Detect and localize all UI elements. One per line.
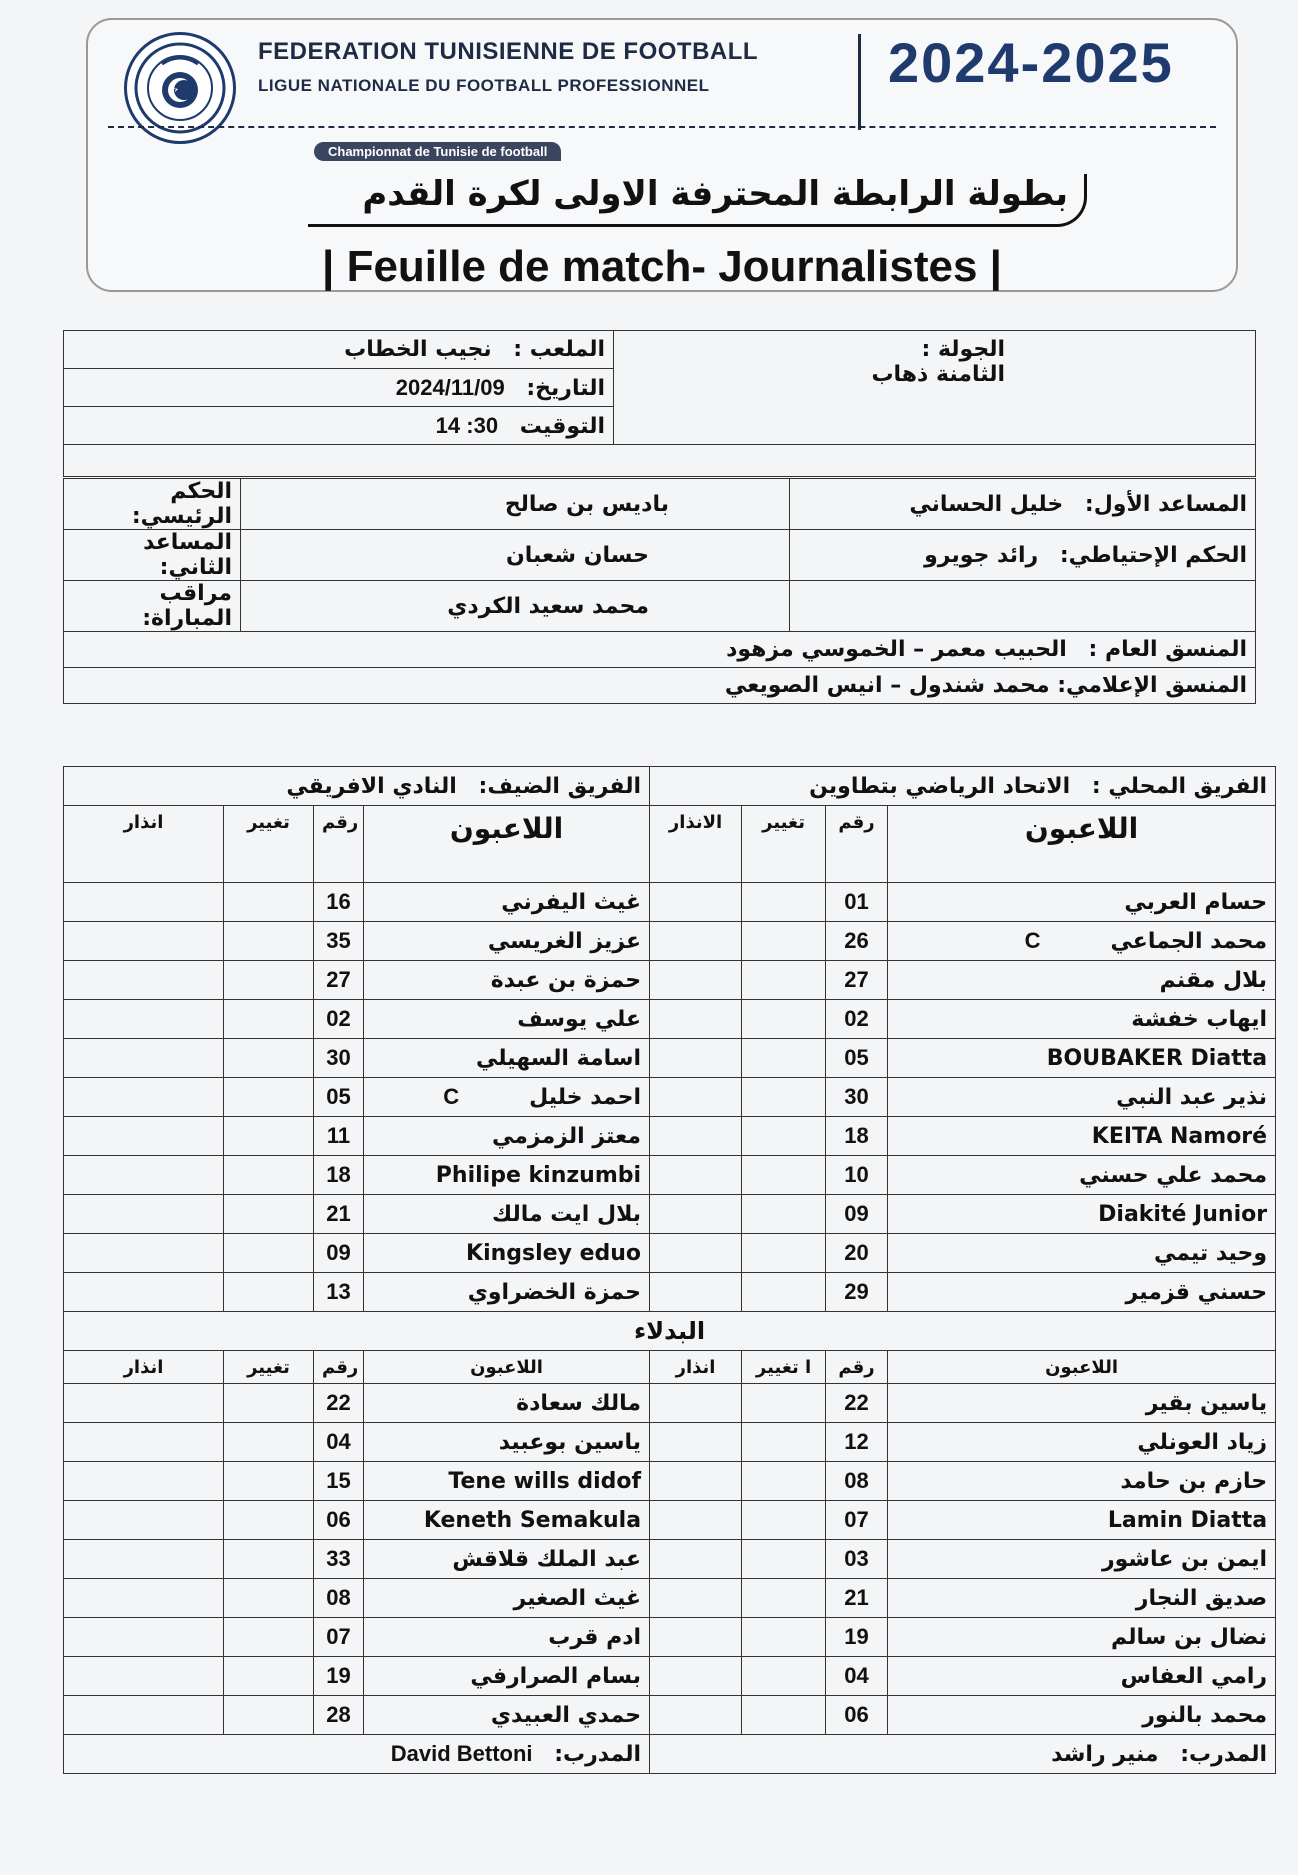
home-coach-name: منير راشد — [1051, 1741, 1159, 1767]
time-value: 30: 14 — [435, 412, 499, 438]
away-warning-cell — [64, 1117, 224, 1156]
home-player-name — [888, 883, 1276, 922]
federation-name: FEDERATION TUNISIENNE DE FOOTBALL — [258, 38, 759, 65]
home-sub-cell — [742, 922, 826, 961]
home-bench-player-name-text: Lamin Diatta — [1107, 1507, 1268, 1533]
away-bench-warning-cell — [64, 1657, 224, 1696]
home-bench-warning-cell — [650, 1696, 742, 1735]
away-coach-label: المدرب: — [554, 1742, 642, 1767]
home-bench-player-name — [888, 1423, 1276, 1462]
away-player-name — [364, 1117, 650, 1156]
away-player-name-text: عزيز الغريسي — [487, 929, 642, 954]
home-warning-header: الانذار — [650, 806, 742, 883]
home-bench-player-name-text: صديق النجار — [1135, 1585, 1268, 1611]
home-sub-cell — [742, 961, 826, 1000]
away-bench-warning-cell — [64, 1384, 224, 1423]
home-player-number: 09 — [826, 1195, 888, 1234]
home-bench-player-name — [888, 1540, 1276, 1579]
away-team-name: النادي الافريقي — [286, 773, 457, 799]
home-bench-number: 22 — [826, 1384, 888, 1423]
away-sub-cell — [224, 961, 314, 1000]
home-bench-number: 19 — [826, 1618, 888, 1657]
away-player-name-text: اسامة السهيلي — [476, 1046, 642, 1071]
home-player-number: 20 — [826, 1234, 888, 1273]
home-bench-warning-cell — [650, 1462, 742, 1501]
away-player-name — [364, 1000, 650, 1039]
home-player-name-text: ايهاب خفشة — [1131, 1007, 1268, 1032]
away-bench-player-name — [364, 1618, 650, 1657]
reserve-label: الحكم الإحتياطي: — [1059, 542, 1247, 568]
home-player-name — [888, 1273, 1276, 1312]
away-sub-cell — [224, 1078, 314, 1117]
table-row — [64, 1195, 1276, 1234]
home-player-name — [888, 1039, 1276, 1078]
bench-title: البدلاء — [64, 1312, 1276, 1351]
away-player-name-text: حمزة بن عبدة — [490, 968, 642, 993]
home-player-name — [888, 1000, 1276, 1039]
table-row — [64, 1579, 1276, 1618]
table-row — [64, 1117, 1276, 1156]
home-bench-sub-cell — [742, 1696, 826, 1735]
away-bench-warning-cell — [64, 1462, 224, 1501]
home-sub-cell — [742, 1039, 826, 1078]
away-warning-cell — [64, 1078, 224, 1117]
referee-label: الحكم الرئيسي: — [64, 479, 241, 530]
away-player-number: 16 — [314, 883, 364, 922]
round-value: الثامنة ذهاب — [871, 362, 1005, 387]
away-bench-sub-cell — [224, 1540, 314, 1579]
away-bench-player-name-text: Tene wills didof — [448, 1468, 642, 1494]
home-bench-player-name-text: ايمن بن عاشور — [1101, 1546, 1268, 1572]
away-sub-cell — [224, 1195, 314, 1234]
home-player-name-text: KEITA Namoré — [1091, 1124, 1268, 1149]
date-value: 2024/11/09 — [395, 374, 505, 400]
empty-row — [64, 445, 1256, 477]
away-sub-cell — [224, 922, 314, 961]
federation-emblem-icon — [132, 40, 228, 136]
away-bench-player-name — [364, 1540, 650, 1579]
away-bench-sub-cell — [224, 1696, 314, 1735]
season: 2024-2025 — [888, 31, 1174, 94]
home-warning-cell — [650, 1078, 742, 1117]
table-row — [64, 961, 1276, 1000]
away-bench-player-name-text: ياسين بوعبيد — [498, 1429, 642, 1455]
away-bench-player-name — [364, 1462, 650, 1501]
away-bench-sub-cell — [224, 1501, 314, 1540]
media-coord-cell — [64, 668, 1256, 704]
assistant1-value: خليل الحساني — [909, 491, 1064, 517]
teams-table — [63, 766, 1276, 1774]
away-player-name — [364, 1078, 650, 1117]
away-player-number: 21 — [314, 1195, 364, 1234]
time-cell — [64, 407, 614, 445]
home-bench-sub-cell — [742, 1501, 826, 1540]
away-warning-cell — [64, 961, 224, 1000]
home-bench-player-name-text: نضال بن سالم — [1111, 1624, 1268, 1650]
match-info-table — [63, 330, 1256, 477]
home-player-name-text: BOUBAKER Diatta — [1046, 1046, 1268, 1071]
away-player-number: 05 — [314, 1078, 364, 1117]
away-bench-warning-cell — [64, 1696, 224, 1735]
home-team-name: الاتحاد الرياضي بتطاوين — [809, 773, 1071, 799]
away-player-number: 11 — [314, 1117, 364, 1156]
assistant2-value: حسان شعبان — [241, 530, 790, 581]
home-player-name — [888, 1078, 1276, 1117]
home-bench-sub-cell — [742, 1618, 826, 1657]
home-player-name — [888, 922, 1276, 961]
home-sub-cell — [742, 1078, 826, 1117]
table-row — [64, 1657, 1276, 1696]
home-bench-warning-header: انذار — [650, 1351, 742, 1384]
table-row — [64, 1078, 1276, 1117]
away-player-number: 13 — [314, 1273, 364, 1312]
away-bench-number-header: رقم — [314, 1351, 364, 1384]
home-bench-player-name — [888, 1618, 1276, 1657]
home-bench-player-name — [888, 1384, 1276, 1423]
stadium-cell — [64, 331, 614, 369]
away-bench-player-name-text: غيث الصغير — [513, 1585, 642, 1611]
stadium-label: الملعب : — [513, 337, 605, 362]
home-player-number: 26 — [826, 922, 888, 961]
away-bench-player-name-text: عبد الملك قلاقش — [452, 1546, 642, 1572]
away-player-name — [364, 1234, 650, 1273]
home-bench-number: 21 — [826, 1579, 888, 1618]
home-bench-number: 07 — [826, 1501, 888, 1540]
away-bench-number: 15 — [314, 1462, 364, 1501]
home-sub-cell — [742, 1195, 826, 1234]
commissioner-label: مراقب المباراة: — [64, 581, 241, 632]
table-row — [64, 1039, 1276, 1078]
away-player-name — [364, 1039, 650, 1078]
away-player-number: 35 — [314, 922, 364, 961]
home-bench-player-name — [888, 1696, 1276, 1735]
away-player-name-text: بلال ايت مالك — [491, 1202, 642, 1227]
home-player-number: 05 — [826, 1039, 888, 1078]
home-captain-mark: C — [1024, 928, 1041, 953]
home-player-name-text: محمد الجماعي — [1110, 929, 1268, 954]
away-coach-name: David Bettoni — [390, 1741, 533, 1766]
referee-value: باديس بن صالح — [241, 479, 790, 530]
commissioner-value: محمد سعيد الكردي — [241, 581, 790, 632]
home-player-name — [888, 1195, 1276, 1234]
home-bench-warning-cell — [650, 1618, 742, 1657]
home-team-label: الفريق المحلي : — [1091, 773, 1268, 799]
home-warning-cell — [650, 1000, 742, 1039]
away-player-number: 18 — [314, 1156, 364, 1195]
away-player-number: 30 — [314, 1039, 364, 1078]
media-coord-label: المنسق الإعلامي: — [1057, 673, 1247, 698]
away-player-name-text: Kingsley eduo — [466, 1241, 642, 1266]
home-bench-number: 06 — [826, 1696, 888, 1735]
sheet-title: | Feuille de match- Journalistes | — [322, 242, 1002, 291]
away-player-name-text: Philipe kinzumbi — [435, 1163, 642, 1188]
away-bench-number: 33 — [314, 1540, 364, 1579]
home-bench-player-name — [888, 1579, 1276, 1618]
away-bench-warning-cell — [64, 1540, 224, 1579]
assistant1-cell — [790, 479, 1256, 530]
home-bench-player-name — [888, 1657, 1276, 1696]
date-cell — [64, 369, 614, 407]
home-bench-warning-cell — [650, 1501, 742, 1540]
home-bench-player-name-text: زياد العونلي — [1137, 1429, 1268, 1455]
away-bench-warning-cell — [64, 1423, 224, 1462]
away-player-number: 09 — [314, 1234, 364, 1273]
home-player-name-text: نذير عبد النبي — [1116, 1085, 1268, 1110]
home-bench-sub-cell — [742, 1657, 826, 1696]
starters-body — [64, 883, 1276, 1312]
away-bench-warning-cell — [64, 1618, 224, 1657]
home-bench-warning-cell — [650, 1657, 742, 1696]
away-sub-cell — [224, 1039, 314, 1078]
home-warning-cell — [650, 1273, 742, 1312]
away-player-name — [364, 1156, 650, 1195]
away-bench-player-name-text: ادم قرب — [548, 1624, 642, 1650]
away-bench-number: 07 — [314, 1618, 364, 1657]
home-number-header: رقم — [826, 806, 888, 883]
home-team-cell — [650, 767, 1276, 806]
away-bench-player-name-text: مالك سعادة — [516, 1390, 642, 1416]
away-captain-mark: C — [443, 1084, 460, 1109]
date-label: التاريخ: — [526, 375, 605, 401]
away-bench-player-name-text: Keneth Semakula — [423, 1507, 642, 1533]
away-bench-sub-cell — [224, 1462, 314, 1501]
home-sub-cell — [742, 1156, 826, 1195]
table-row — [64, 883, 1276, 922]
round-cell — [614, 331, 1256, 445]
home-warning-cell — [650, 1156, 742, 1195]
dashed-divider — [108, 126, 1216, 128]
home-sub-cell — [742, 883, 826, 922]
away-bench-player-name — [364, 1501, 650, 1540]
reserve-cell — [790, 530, 1256, 581]
home-bench-number: 12 — [826, 1423, 888, 1462]
home-bench-sub-cell — [742, 1462, 826, 1501]
home-coach-label: المدرب: — [1180, 1741, 1268, 1767]
home-player-name-text: حسام العربي — [1124, 890, 1268, 915]
home-sub-cell — [742, 1117, 826, 1156]
home-warning-cell — [650, 883, 742, 922]
home-player-number: 30 — [826, 1078, 888, 1117]
away-warning-cell — [64, 922, 224, 961]
away-number-header: رقم — [314, 806, 364, 883]
away-warning-cell — [64, 1039, 224, 1078]
home-player-number: 10 — [826, 1156, 888, 1195]
away-warning-header: انذار — [64, 806, 224, 883]
away-bench-number: 04 — [314, 1423, 364, 1462]
away-player-name — [364, 883, 650, 922]
away-player-name-text: غيث اليفرني — [501, 890, 642, 915]
away-warning-cell — [64, 1234, 224, 1273]
table-row — [64, 1273, 1276, 1312]
away-bench-sub-header: تغيير — [224, 1351, 314, 1384]
home-bench-player-name-text: محمد بالنور — [1142, 1702, 1268, 1728]
home-player-name — [888, 1117, 1276, 1156]
home-warning-cell — [650, 961, 742, 1000]
home-player-name-text: حسني قزمير — [1125, 1280, 1268, 1305]
table-row — [64, 1000, 1276, 1039]
home-bench-sub-cell — [742, 1540, 826, 1579]
general-coord-cell — [64, 632, 1256, 668]
away-bench-player-name — [364, 1579, 650, 1618]
away-sub-cell — [224, 1000, 314, 1039]
time-label: التوقيت — [519, 413, 605, 439]
round-label: الجولة : — [921, 337, 1005, 362]
home-sub-cell — [742, 1234, 826, 1273]
home-bench-number: 04 — [826, 1657, 888, 1696]
reserve-value: رائد جويرو — [924, 542, 1039, 568]
home-bench-player-name — [888, 1462, 1276, 1501]
home-warning-cell — [650, 1117, 742, 1156]
away-bench-sub-cell — [224, 1618, 314, 1657]
away-coach-cell — [64, 1735, 650, 1774]
championship-badge: Championnat de Tunisie de football — [314, 142, 561, 161]
assistant2-label: المساعد الثاني: — [64, 530, 241, 581]
home-sub-cell — [742, 1000, 826, 1039]
home-player-number: 18 — [826, 1117, 888, 1156]
away-bench-warning-header: انذار — [64, 1351, 224, 1384]
away-sub-cell — [224, 1156, 314, 1195]
away-warning-cell — [64, 1195, 224, 1234]
away-sub-header: تغيير — [224, 806, 314, 883]
away-player-name — [364, 922, 650, 961]
table-row — [64, 922, 1276, 961]
away-sub-cell — [224, 1117, 314, 1156]
away-warning-cell — [64, 1156, 224, 1195]
away-bench-warning-cell — [64, 1501, 224, 1540]
home-coach-cell — [650, 1735, 1276, 1774]
away-player-name — [364, 961, 650, 1000]
home-warning-cell — [650, 1234, 742, 1273]
home-player-name — [888, 1156, 1276, 1195]
home-player-number: 27 — [826, 961, 888, 1000]
away-bench-sub-cell — [224, 1657, 314, 1696]
home-player-name-text: Diakité Junior — [1098, 1202, 1268, 1227]
home-bench-players-header: اللاعبون — [888, 1351, 1276, 1384]
table-row — [64, 1501, 1276, 1540]
home-bench-player-name-text: رامي العفاس — [1120, 1663, 1268, 1689]
home-bench-number: 03 — [826, 1540, 888, 1579]
home-bench-sub-cell — [742, 1423, 826, 1462]
home-bench-number-header: رقم — [826, 1351, 888, 1384]
home-players-header: اللاعبون — [888, 806, 1276, 883]
away-bench-number: 08 — [314, 1579, 364, 1618]
bench-body — [64, 1384, 1276, 1735]
away-bench-player-name — [364, 1696, 650, 1735]
home-sub-cell — [742, 1273, 826, 1312]
home-bench-number: 08 — [826, 1462, 888, 1501]
away-player-name-text: علي يوسف — [517, 1007, 642, 1032]
assistant1-label: المساعد الأول: — [1084, 491, 1247, 517]
away-team-cell — [64, 767, 650, 806]
ligue-name: LIGUE NATIONALE DU FOOTBALL PROFESSIONNEL — [258, 76, 710, 95]
home-bench-warning-cell — [650, 1540, 742, 1579]
table-row — [64, 1423, 1276, 1462]
home-player-name — [888, 961, 1276, 1000]
home-bench-sub-cell — [742, 1384, 826, 1423]
home-player-name — [888, 1234, 1276, 1273]
stadium-value: نجيب الخطاب — [344, 337, 492, 362]
away-bench-number: 19 — [314, 1657, 364, 1696]
home-bench-sub-header: ا تغيير — [742, 1351, 826, 1384]
away-bench-sub-cell — [224, 1579, 314, 1618]
home-player-number: 29 — [826, 1273, 888, 1312]
home-player-number: 01 — [826, 883, 888, 922]
away-bench-player-name-text: حمدي العبيدي — [490, 1702, 642, 1728]
table-row — [64, 1540, 1276, 1579]
home-bench-warning-cell — [650, 1579, 742, 1618]
away-team-label: الفريق الضيف: — [478, 773, 642, 799]
officials-table — [63, 478, 1256, 704]
away-warning-cell — [64, 1000, 224, 1039]
media-coord-value: محمد شندول – انيس الصويعي — [724, 673, 1050, 698]
away-bench-player-name — [364, 1384, 650, 1423]
home-bench-player-name-text: حازم بن حامد — [1120, 1468, 1268, 1494]
away-warning-cell — [64, 883, 224, 922]
table-row — [64, 1462, 1276, 1501]
away-player-number: 02 — [314, 1000, 364, 1039]
away-sub-cell — [224, 883, 314, 922]
home-player-number: 02 — [826, 1000, 888, 1039]
away-warning-cell — [64, 1273, 224, 1312]
away-sub-cell — [224, 1273, 314, 1312]
general-coord-value: الحبيب معمر – الخموسي مزهود — [726, 637, 1067, 662]
home-warning-cell — [650, 922, 742, 961]
table-row — [64, 1618, 1276, 1657]
home-player-name-text: محمد علي حسني — [1079, 1163, 1268, 1188]
away-sub-cell — [224, 1234, 314, 1273]
away-player-number: 27 — [314, 961, 364, 1000]
home-sub-header: تغيير — [742, 806, 826, 883]
away-bench-sub-cell — [224, 1384, 314, 1423]
home-bench-player-name-text: ياسين بقير — [1145, 1390, 1268, 1416]
away-player-name — [364, 1273, 650, 1312]
table-row — [64, 1156, 1276, 1195]
table-row — [64, 1384, 1276, 1423]
home-player-name-text: بلال مقنم — [1159, 968, 1268, 993]
table-row — [64, 1234, 1276, 1273]
away-bench-player-name-text: بسام الصرارفي — [470, 1663, 642, 1689]
away-bench-number: 06 — [314, 1501, 364, 1540]
home-bench-warning-cell — [650, 1384, 742, 1423]
away-players-header: اللاعبون — [364, 806, 650, 883]
header-divider — [858, 34, 861, 130]
home-warning-cell — [650, 1195, 742, 1234]
away-bench-players-header: اللاعبون — [364, 1351, 650, 1384]
away-player-name-text: حمزة الخضراوي — [467, 1280, 642, 1305]
away-bench-sub-cell — [224, 1423, 314, 1462]
home-bench-warning-cell — [650, 1423, 742, 1462]
away-bench-warning-cell — [64, 1579, 224, 1618]
table-row — [64, 1696, 1276, 1735]
away-player-name — [364, 1195, 650, 1234]
away-player-name-text: احمد خليل — [529, 1085, 642, 1110]
home-bench-player-name — [888, 1501, 1276, 1540]
home-player-name-text: وحيد تيمي — [1153, 1241, 1268, 1266]
away-bench-player-name — [364, 1657, 650, 1696]
arabic-title: بطولة الرابطة المحترفة الاولى لكرة القدم — [308, 174, 1087, 227]
header-box — [86, 18, 1238, 292]
home-bench-sub-cell — [742, 1579, 826, 1618]
away-bench-number: 22 — [314, 1384, 364, 1423]
away-bench-number: 28 — [314, 1696, 364, 1735]
empty-cell — [790, 581, 1256, 632]
away-bench-player-name — [364, 1423, 650, 1462]
home-warning-cell — [650, 1039, 742, 1078]
away-player-name-text: معتز الزمزمي — [492, 1124, 642, 1149]
general-coord-label: المنسق العام : — [1088, 637, 1247, 662]
